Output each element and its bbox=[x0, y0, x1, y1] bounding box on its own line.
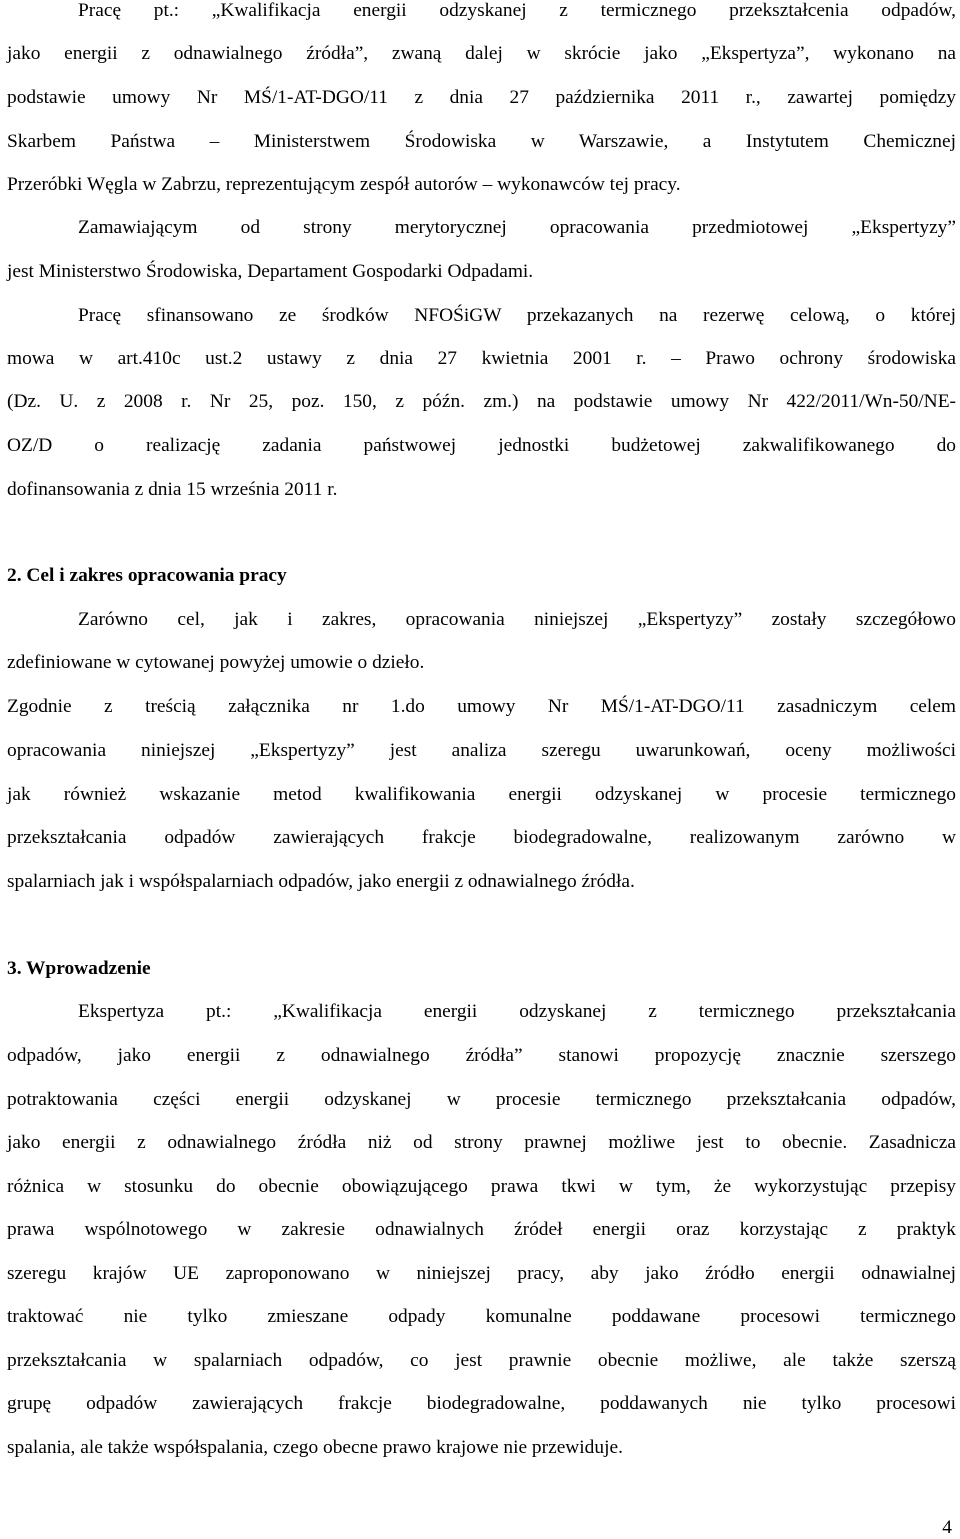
page-number: 4 bbox=[942, 1517, 952, 1538]
section-heading: 2. Cel i zakres opracowania pracy bbox=[7, 565, 287, 586]
paragraph-line: opracowania niniejszej „Ekspertyzy” jest analiza szeregu uwarunkowań, oceny możliwości bbox=[7, 740, 956, 761]
paragraph-line: potraktowania części energii odzyskanej w procesie termicznego przekształcania odpadów, bbox=[7, 1089, 956, 1110]
paragraph-line: grupę odpadów zawierających frakcje biodegradowalne, poddawanych nie tylko procesowi bbox=[7, 1393, 956, 1414]
paragraph-line: Przeróbki Węgla w Zabrzu, reprezentującym zespół autorów – wykonawców tej pracy. bbox=[7, 174, 681, 195]
paragraph-line: spalarniach jak i współspalarniach odpadów, jako energii z odnawialnego źródła. bbox=[7, 871, 635, 892]
paragraph-line: jako energii z odnawialnego źródła niż od strony prawnej możliwe jest to obecnie. Zasadnicza bbox=[7, 1132, 956, 1153]
paragraph-line: przekształcania odpadów zawierających frakcje biodegradowalne, realizowanym zarówno w bbox=[7, 827, 956, 848]
paragraph-line: podstawie umowy Nr MŚ/1-AT-DGO/11 z dnia 27 października 2011 r., zawartej pomiędzy bbox=[7, 87, 956, 108]
paragraph-line: dofinansowania z dnia 15 września 2011 r. bbox=[7, 479, 338, 500]
paragraph-line: jak również wskazanie metod kwalifikowania energii odzyskanej w procesie termicznego bbox=[7, 784, 956, 805]
paragraph-line: Pracę sfinansowano ze środków NFOŚiGW przekazanych na rezerwę celową, o której bbox=[78, 305, 956, 326]
paragraph-line: OZ/D o realizację zadania państwowej jednostki budżetowej zakwalifikowanego do bbox=[7, 435, 956, 456]
paragraph-line: prawa wspólnotowego w zakresie odnawialnych źródeł energii oraz korzystając z praktyk bbox=[7, 1219, 956, 1240]
paragraph-line: Ekspertyza pt.: „Kwalifikacja energii odzyskanej z termicznego przekształcania bbox=[78, 1001, 956, 1022]
paragraph-line: zdefiniowane w cytowanej powyżej umowie o dzieło. bbox=[7, 652, 425, 673]
paragraph-line: przekształcania w spalarniach odpadów, co jest prawnie obecnie możliwe, ale także szerszą bbox=[7, 1350, 956, 1371]
paragraph-line: Zamawiającym od strony merytorycznej opracowania przedmiotowej „Ekspertyzy” bbox=[78, 217, 956, 238]
paragraph-line: odpadów, jako energii z odnawialnego źródła” stanowi propozycję znacznie szerszego bbox=[7, 1045, 956, 1066]
paragraph-line: mowa w art.410c ust.2 ustawy z dnia 27 kwietnia 2001 r. – Prawo ochrony środowiska bbox=[7, 348, 956, 369]
section-heading: 3. Wprowadzenie bbox=[7, 958, 151, 979]
paragraph-line: (Dz. U. z 2008 r. Nr 25, poz. 150, z późn. zm.) na podstawie umowy Nr 422/2011/Wn-50/NE- bbox=[7, 391, 956, 412]
paragraph-line: Skarbem Państwa – Ministerstwem Środowiska w Warszawie, a Instytutem Chemicznej bbox=[7, 131, 956, 152]
paragraph-line: Zgodnie z treścią załącznika nr 1.do umowy Nr MŚ/1-AT-DGO/11 zasadniczym celem bbox=[7, 696, 956, 717]
paragraph-line: szeregu krajów UE zaproponowano w niniejszej pracy, aby jako źródło energii odnawialnej bbox=[7, 1263, 956, 1284]
paragraph-line: jako energii z odnawialnego źródła”, zwaną dalej w skrócie jako „Ekspertyza”, wykonano na bbox=[7, 43, 956, 64]
paragraph-line: różnica w stosunku do obecnie obowiązującego prawa tkwi w tym, że wykorzystując przepisy bbox=[7, 1176, 956, 1197]
paragraph-line: traktować nie tylko zmieszane odpady komunalne poddawane procesowi termicznego bbox=[7, 1306, 956, 1327]
paragraph-line: Pracę pt.: „Kwalifikacja energii odzyskanej z termicznego przekształcenia odpadów, bbox=[78, 0, 956, 21]
paragraph-line: spalania, ale także współspalania, czego obecne prawo krajowe nie przewiduje. bbox=[7, 1437, 623, 1458]
paragraph-line: Zarówno cel, jak i zakres, opracowania niniejszej „Ekspertyzy” zostały szczegółowo bbox=[78, 609, 956, 630]
paragraph-line: jest Ministerstwo Środowiska, Departament Gospodarki Odpadami. bbox=[7, 261, 534, 282]
